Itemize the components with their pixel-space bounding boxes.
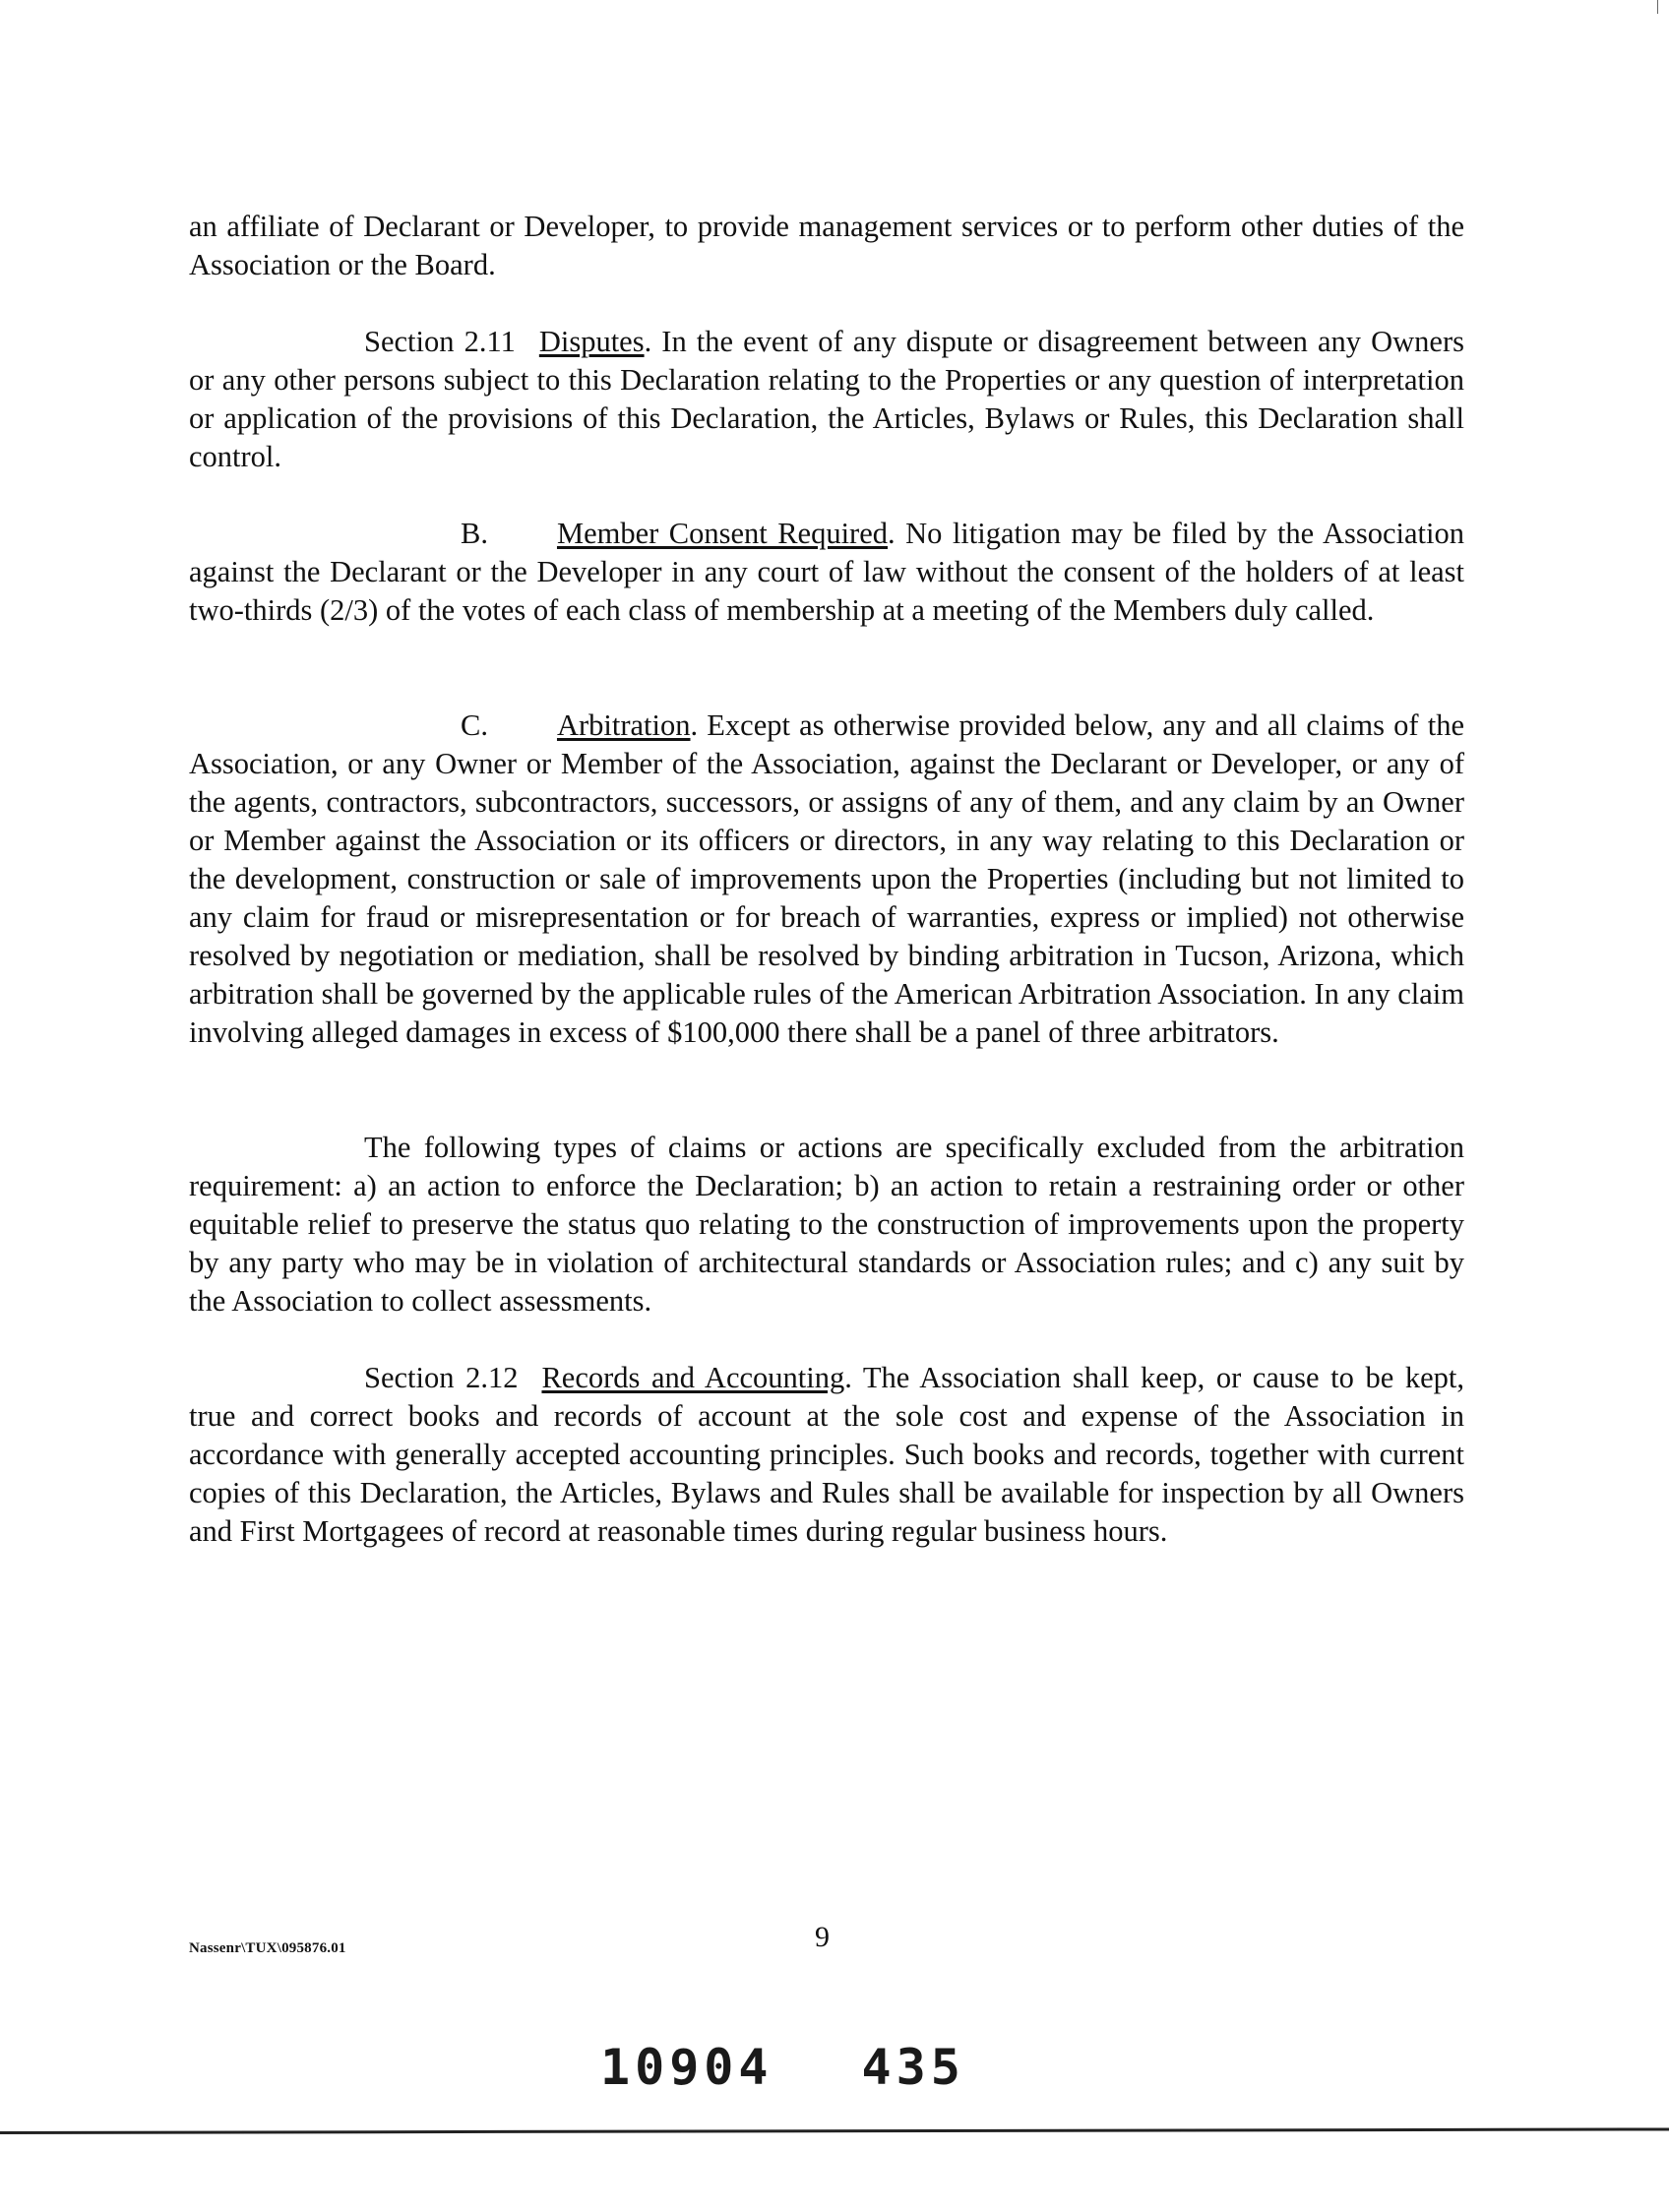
paragraph-text: an affiliate of Declarant or Developer, to provide management services or to perform other duties of the Association or the Board. bbox=[189, 210, 1464, 281]
stamp-page-number: 435 bbox=[861, 2039, 965, 2096]
stamp-book-number: 10904 bbox=[600, 2039, 773, 2096]
paragraph-text: . No litigation may be filed by the Association against the Declarant or the Developer in any court of law without the consent of the holders of at least two-thirds (2/3) of the votes of each class of membership at a meeting of the Members duly called. bbox=[189, 517, 1464, 627]
page-number: 9 bbox=[815, 1921, 830, 1953]
scan-artifact-mark bbox=[1657, 0, 1658, 14]
paragraph-text: . Except as otherwise provided below, any and all claims of the Association, or any Owner or Member of the Association, against the Declarant or Developer, or any of the agents, contractors, subcontractors, successors, or assigns of any of them, and any claim by an Owner or Member against the Association or its officers or directors, in any way relating to this Declaration or the development, construction or sale of improvements upon the Properties (including but not limited to any claim for fraud or misrepresentation or for breach of warranties, express or implied) not otherwise resolved by negotiation or mediation, shall be resolved by binding arbitration in Tucson, Arizona, which arbitration shall be governed by the applicable rules of the American Arbitration Association. In any claim involving alleged damages in excess of $100,000 there shall be a panel of three arbitrators. bbox=[189, 708, 1464, 1049]
subsection-heading: Arbitration bbox=[556, 708, 691, 742]
recording-stamp bbox=[600, 2039, 965, 2096]
subsection-b-member-consent bbox=[189, 515, 1464, 630]
paragraph-text: . The Association shall keep, or cause to be kept, true and correct books and records of account at the sole cost and expense of the Association in accordance with generally accepted accounting principles. Such books and records, together with current copies of this Declaration, the Articles, Bylaws and Rules shall be available for inspection by all Owners and First Mortgagees of record at reasonable times during regular business hours. bbox=[189, 1361, 1464, 1548]
arbitration-exclusions bbox=[189, 1129, 1464, 1321]
section-2-12-records-accounting bbox=[189, 1359, 1464, 1551]
subsection-c-arbitration bbox=[189, 707, 1464, 1052]
subsection-label: C. bbox=[461, 708, 488, 742]
footer-document-id: Nassenr\TUX\095876.01 bbox=[189, 1940, 346, 1956]
section-heading: Disputes bbox=[538, 325, 645, 358]
paragraph-text: The following types of claims or actions are specifically excluded from the arbitration requirement: a) an action to enforce the Declaration; b) an action to retain a restraining order or other equitable relief to preserve the status quo relating to the construction of improvements upon the property by any party who may be in violation of architectural standards or Association rules; and c) any suit by the Association to collect assessments. bbox=[189, 1131, 1464, 1318]
subsection-label: B. bbox=[461, 517, 488, 550]
paragraph-continuation bbox=[189, 208, 1464, 284]
section-heading: Records and Accounting bbox=[541, 1361, 845, 1394]
section-label: Section 2.11 bbox=[364, 325, 516, 358]
subsection-heading: Member Consent Required bbox=[556, 517, 888, 550]
section-2-11-disputes bbox=[189, 323, 1464, 476]
bottom-rule-line bbox=[0, 2127, 1669, 2134]
section-label: Section 2.12 bbox=[364, 1361, 519, 1394]
paragraph-text: . In the event of any dispute or disagreement between any Owners or any other persons subject to this Declaration relating to the Properties or any question of interpretation or application of the provisions of this Declaration, the Articles, Bylaws or Rules, this Declaration shall control. bbox=[189, 325, 1464, 473]
